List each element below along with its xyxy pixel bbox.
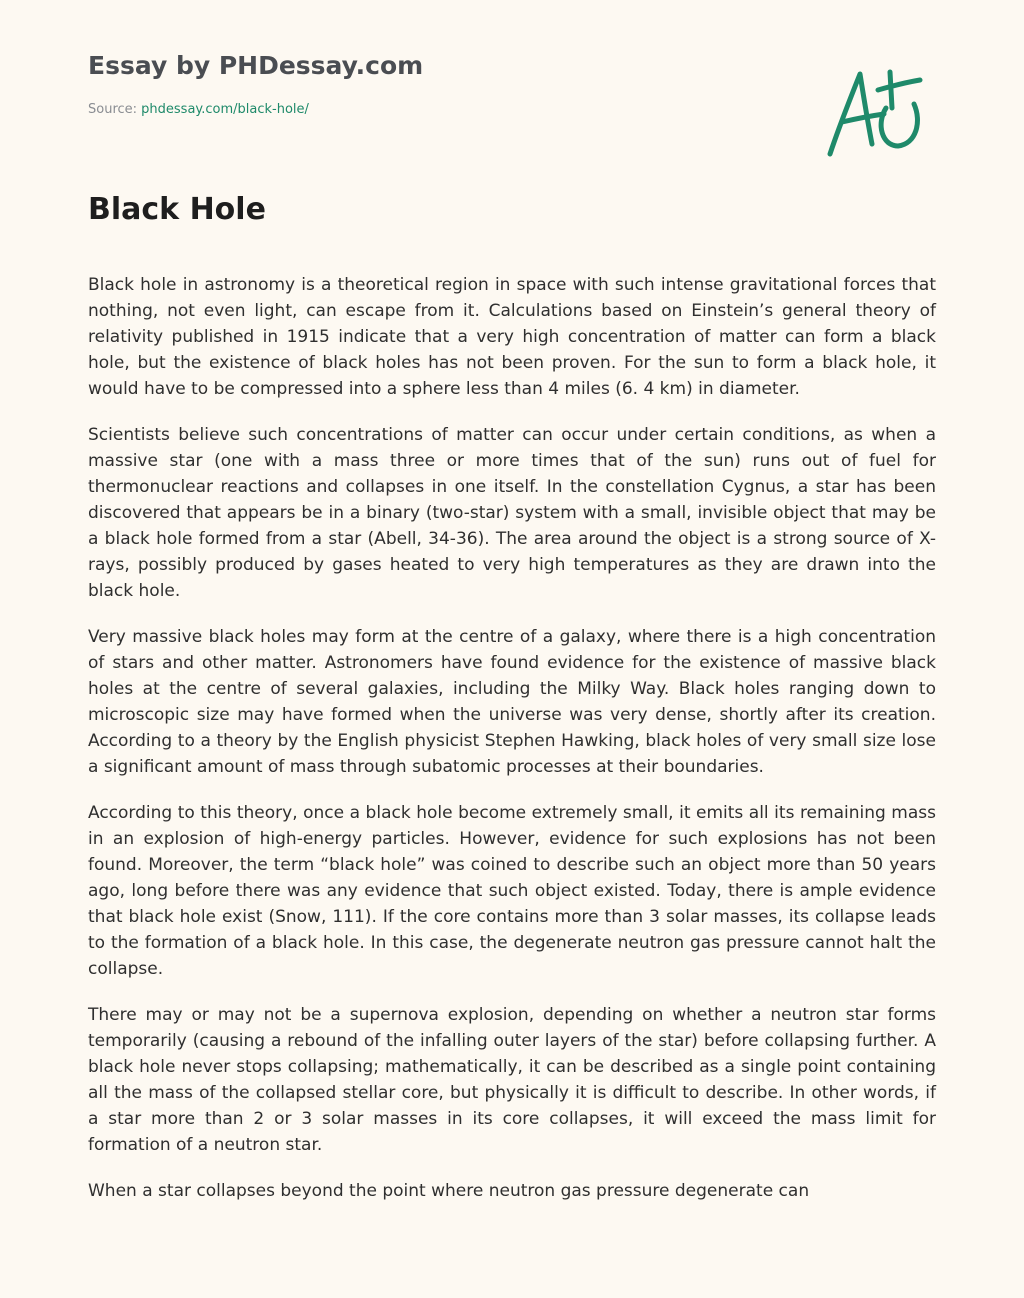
essay-body <box>88 272 936 1224</box>
paragraph: When a star collapses beyond the point where neutron gas pressure degenerate can <box>88 1181 810 1201</box>
site-header <box>88 50 936 117</box>
brand-title: Essay by PHDessay.com <box>88 51 424 80</box>
paragraph: According to this theory, once a black hole become extremely small, it emits all its remaining mass in an explosion of high-energy particles. However, evidence for such explosions has not been found. Moreover, the term “black hole” was coined to describe such an object more than 50 years ago, long before there was any evidence that such object existed. Today, there is ample evidence that black hole exist (Snow, 111). If the core contains more than 3 solar masses, its collapse leads to the formation of a black hole. In this case, the degenerate neutron gas pressure cannot halt the collapse. <box>88 803 936 979</box>
paragraph: Very massive black holes may form at the centre of a galaxy, where there is a high concentration of stars and other matter. Astronomers have found evidence for the existence of massive black holes at the centre of several galaxies, including the Milky Way. Black holes ranging down to microscopic size may have formed when the universe was very dense, shortly after its creation. According to a theory by the English physicist Stephen Hawking, black holes of very small size lose a significant amount of mass through subatomic processes at their boundaries. <box>88 627 936 777</box>
a-plus-logo-icon <box>820 64 930 164</box>
paragraph: Scientists believe such concentrations of matter can occur under certain conditions, as when a massive star (one with a mass three or more times that of the sun) runs out of fuel for thermonuclear reactions and collapses in one itself. In the constellation Cygnus, a star has been discovered that appears be in a binary (two-star) system with a small, invisible object that may be a black hole formed from a star (Abell, 34-36). The area around the object is a strong source of X-rays, possibly produced by gases heated to very high temperatures as they are drawn into the black hole. <box>88 425 936 601</box>
source-label: Source: <box>88 102 138 117</box>
paragraph: Black hole in astronomy is a theoretical region in space with such intense gravitational forces that nothing, not even light, can escape from it. Calculations based on Einstein’s general theory of relativity published in 1915 indicate that a very high concentration of matter can form a black hole, but the existence of black holes has not been proven. For the sun to form a black hole, it would have to be compressed into a sphere less than 4 miles (6. 4 km) in diameter. <box>88 275 936 399</box>
source-link[interactable]: phdessay.com/black-hole/ <box>141 102 309 117</box>
paragraph: There may or may not be a supernova explosion, depending on whether a neutron star forms temporarily (causing a rebound of the infalling outer layers of the star) before collapsing further. A black hole never stops collapsing; mathematically, it can be described as a single point containing all the mass of the collapsed stellar core, but physically it is difficult to describe. In other words, if a star more than 2 or 3 solar masses in its core collapses, it will exceed the mass limit for formation of a neutron star. <box>88 1005 936 1155</box>
source-line <box>88 102 936 117</box>
document-title: Black Hole <box>88 192 266 227</box>
